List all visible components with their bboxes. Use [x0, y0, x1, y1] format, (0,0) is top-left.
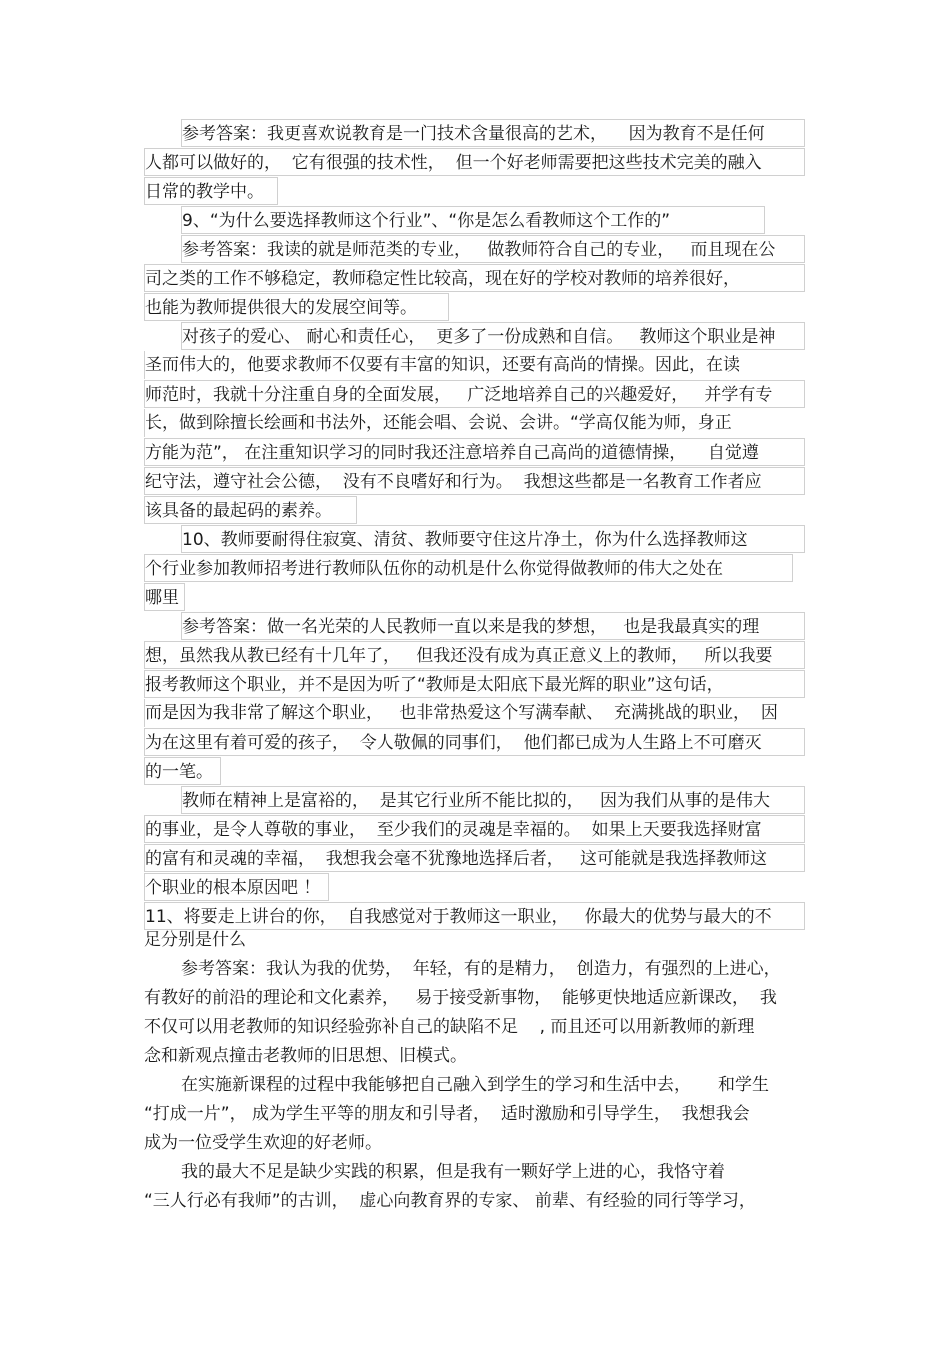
text-line: 有教好的前沿的理论和文化素养， 易于接受新事物， 能够更快地适应新课改， 我: [144, 988, 777, 1008]
text-line: 对孩子的爱心、 耐心和责任心， 更多了一份成熟和自信。 教师这个职业是神: [181, 322, 805, 350]
text-line: 也能为教师提供很大的发展空间等。: [144, 293, 449, 321]
text-line: 该具备的最起码的素养。: [144, 496, 357, 524]
text-line: 念和新观点撞击老教师的旧思想、旧模式。: [144, 1046, 467, 1066]
question-heading: 哪里: [144, 583, 185, 611]
text-line: 教师在精神上是富裕的， 是其它行业所不能比拟的， 因为我们从事的是伟大: [181, 786, 805, 814]
text-line: 人都可以做好的， 它有很强的技术性， 但一个好老师需要把这些技术完美的融入: [144, 148, 805, 176]
text-line: 长，做到除擅长绘画和书法外，还能会唱、会说、会讲。“学高仅能为师，身正: [144, 409, 805, 437]
text-line: 参考答案：我认为我的优势， 年轻，有的是精力， 创造力，有强烈的上进心，: [181, 959, 781, 979]
text-line: 在实施新课程的过程中我能够把自己融入到学生的学习和生活中去， 和学生: [181, 1075, 770, 1095]
text-line: 成为一位受学生欢迎的好老师。: [144, 1133, 382, 1153]
text-line: 的一笔。: [144, 757, 221, 785]
question-heading: 11、将要走上讲台的你， 自我感觉对于教师这一职业， 你最大的优势与最大的不: [144, 902, 805, 930]
question-heading: 个行业参加教师招考进行教师队伍你的动机是什么你觉得做教师的伟大之处在: [144, 554, 793, 582]
text-line: “打成一片”， 成为学生平等的朋友和引导者， 适时激励和引导学生， 我想我会: [144, 1104, 750, 1124]
text-line: 师范时，我就十分注重自身的全面发展， 广泛地培养自己的兴趣爱好， 并学有专: [144, 380, 805, 408]
text-line: 圣而伟大的，他要求教师不仅要有丰富的知识，还要有高尚的情操。因此，在读: [144, 351, 805, 379]
question-heading: 足分别是什么: [144, 930, 246, 950]
text-line: 而是因为我非常了解这个职业， 也非常热爱这个写满奉献、 充满挑战的职业， 因: [144, 699, 805, 727]
text-line: 报考教师这个职业，并不是因为听了“教师是太阳底下最光辉的职业”这句话，: [144, 670, 805, 698]
text-line: “三人行必有我师”的古训， 虚心向教育界的专家、 前辈、有经验的同行等学习，: [144, 1191, 756, 1211]
text-line: 想，虽然我从教已经有十几年了， 但我还没有成为真正意义上的教师， 所以我要: [144, 641, 805, 669]
text-line: 的富有和灵魂的幸福， 我想我会毫不犹豫地选择后者， 这可能就是我选择教师这: [144, 844, 805, 872]
text-line: 参考答案：我更喜欢说教育是一门技术含量很高的艺术， 因为教育不是任何: [181, 119, 805, 147]
question-heading: 10、教师要耐得住寂寞、清贫、教师要守住这片净土，你为什么选择教师这: [181, 525, 805, 553]
text-line: 司之类的工作不够稳定，教师稳定性比较高，现在好的学校对教师的培养很好，: [144, 264, 805, 292]
text-line: 为在这里有着可爱的孩子， 令人敬佩的同事们， 他们都已成为人生路上不可磨灭: [144, 728, 805, 756]
text-line: 不仅可以用老教师的知识经验弥补自己的缺陷不足 , 而且还可以用新教师的新理: [144, 1017, 755, 1037]
text-line: 个职业的根本原因吧 ！: [144, 873, 329, 901]
question-heading: 9、“为什么要选择教师这个行业”、“你是怎么看教师这个工作的”: [181, 206, 765, 234]
text-line: 参考答案：我读的就是师范类的专业， 做教师符合自己的专业， 而且现在公: [181, 235, 805, 263]
text-line: 日常的教学中。: [144, 177, 278, 205]
text-line: 的事业，是令人尊敬的事业， 至少我们的灵魂是幸福的。 如果上天要我选择财富: [144, 815, 805, 843]
text-line: 方能为范”， 在注重知识学习的同时我还注意培养自己高尚的道德情操， 自觉遵: [144, 438, 805, 466]
text-line: 我的最大不足是缺少实践的积累，但是我有一颗好学上进的心，我恪守着: [181, 1162, 725, 1182]
text-line: 参考答案：做一名光荣的人民教师一直以来是我的梦想， 也是我最真实的理: [181, 612, 805, 640]
text-line: 纪守法，遵守社会公德， 没有不良嗜好和行为。 我想这些都是一名教育工作者应: [144, 467, 805, 495]
